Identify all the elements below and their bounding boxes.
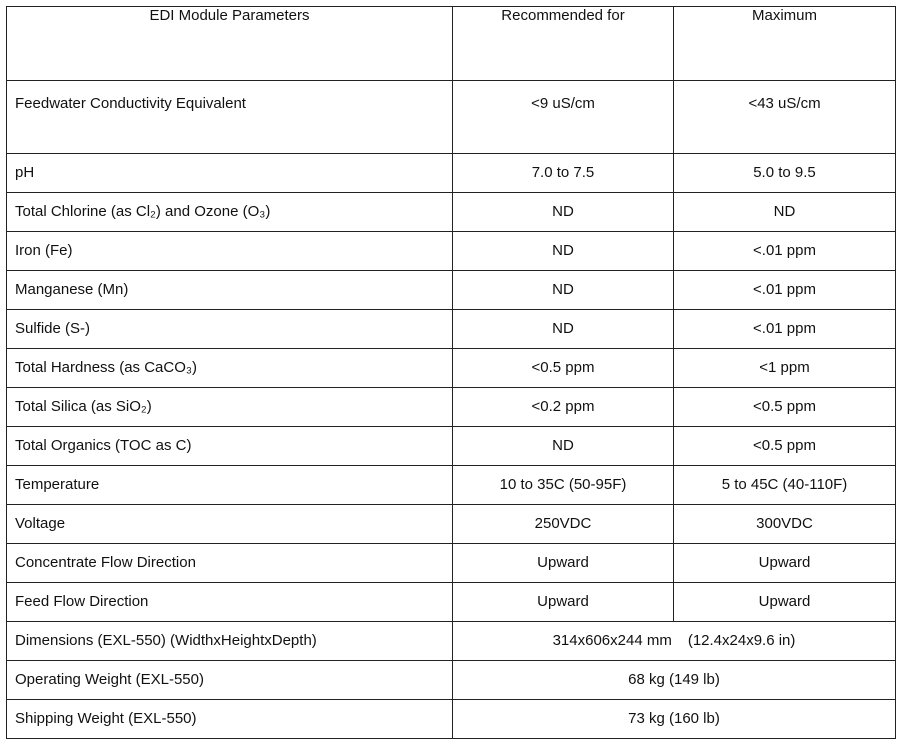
maximum-value: <1 ppm [674,349,896,388]
table-row [7,193,896,232]
maximum-value: Upward [674,583,896,622]
table-row [7,466,896,505]
table-row [7,505,896,544]
column-header-recommended: Recommended for [453,7,674,81]
row-label: Concentrate Flow Direction [7,544,453,583]
table-row [7,349,896,388]
table-row [7,81,896,154]
row-label: Dimensions (EXL-550) (WidthxHeightxDepth) [7,622,453,661]
dimensions-in: (12.4x24x9.6 in) [687,632,796,649]
recommended-value: ND [453,310,674,349]
recommended-value: ND [453,193,674,232]
recommended-value: 7.0 to 7.5 [453,154,674,193]
maximum-value: <.01 ppm [674,271,896,310]
maximum-value: Upward [674,544,896,583]
row-label: Manganese (Mn) [7,271,453,310]
row-label: Total Chlorine (as Cl₂) and Ozone (O₃) [7,193,453,232]
row-label: Feed Flow Direction [7,583,453,622]
row-label: pH [7,154,453,193]
recommended-value: Upward [453,583,674,622]
operating-weight-value: 68 kg (149 lb) [453,661,896,700]
row-label: Shipping Weight (EXL-550) [7,700,453,739]
maximum-value: 5.0 to 9.5 [674,154,896,193]
table-title: EDI Module Parameters [7,7,453,81]
table-row [7,544,896,583]
maximum-value: 300VDC [674,505,896,544]
maximum-value: <0.5 ppm [674,427,896,466]
table-row [7,427,896,466]
table-row-dimensions [7,622,896,661]
maximum-value: <.01 ppm [674,310,896,349]
row-label: Sulfide (S-) [7,310,453,349]
shipping-weight-value: 73 kg (160 lb) [453,700,896,739]
table-row [7,583,896,622]
maximum-value: <0.5 ppm [674,388,896,427]
row-label: Total Silica (as SiO₂) [7,388,453,427]
table-row-operating-weight [7,661,896,700]
recommended-value: 10 to 35C (50-95F) [453,466,674,505]
dimensions-mm: 314x606x244 mm [552,632,672,649]
row-label: Operating Weight (EXL-550) [7,661,453,700]
table-row-shipping-weight [7,700,896,739]
recommended-value: <0.2 ppm [453,388,674,427]
table-row [7,388,896,427]
row-label: Feedwater Conductivity Equivalent [7,81,453,154]
maximum-value: 5 to 45C (40-110F) [674,466,896,505]
table-row [7,154,896,193]
table-row [7,271,896,310]
row-label: Total Hardness (as CaCO₃) [7,349,453,388]
row-label: Iron (Fe) [7,232,453,271]
maximum-value: <43 uS/cm [674,81,896,154]
recommended-value: ND [453,232,674,271]
table-row [7,310,896,349]
column-header-maximum: Maximum [674,7,896,81]
row-label: Total Organics (TOC as C) [7,427,453,466]
table-header-row [7,7,896,81]
maximum-value: <.01 ppm [674,232,896,271]
recommended-value: <9 uS/cm [453,81,674,154]
recommended-value: Upward [453,544,674,583]
recommended-value: <0.5 ppm [453,349,674,388]
dimensions-value [453,622,896,661]
recommended-value: ND [453,271,674,310]
edi-parameters-table [6,6,896,739]
recommended-value: ND [453,427,674,466]
table-row [7,232,896,271]
maximum-value: ND [674,193,896,232]
row-label: Temperature [7,466,453,505]
recommended-value: 250VDC [453,505,674,544]
row-label: Voltage [7,505,453,544]
